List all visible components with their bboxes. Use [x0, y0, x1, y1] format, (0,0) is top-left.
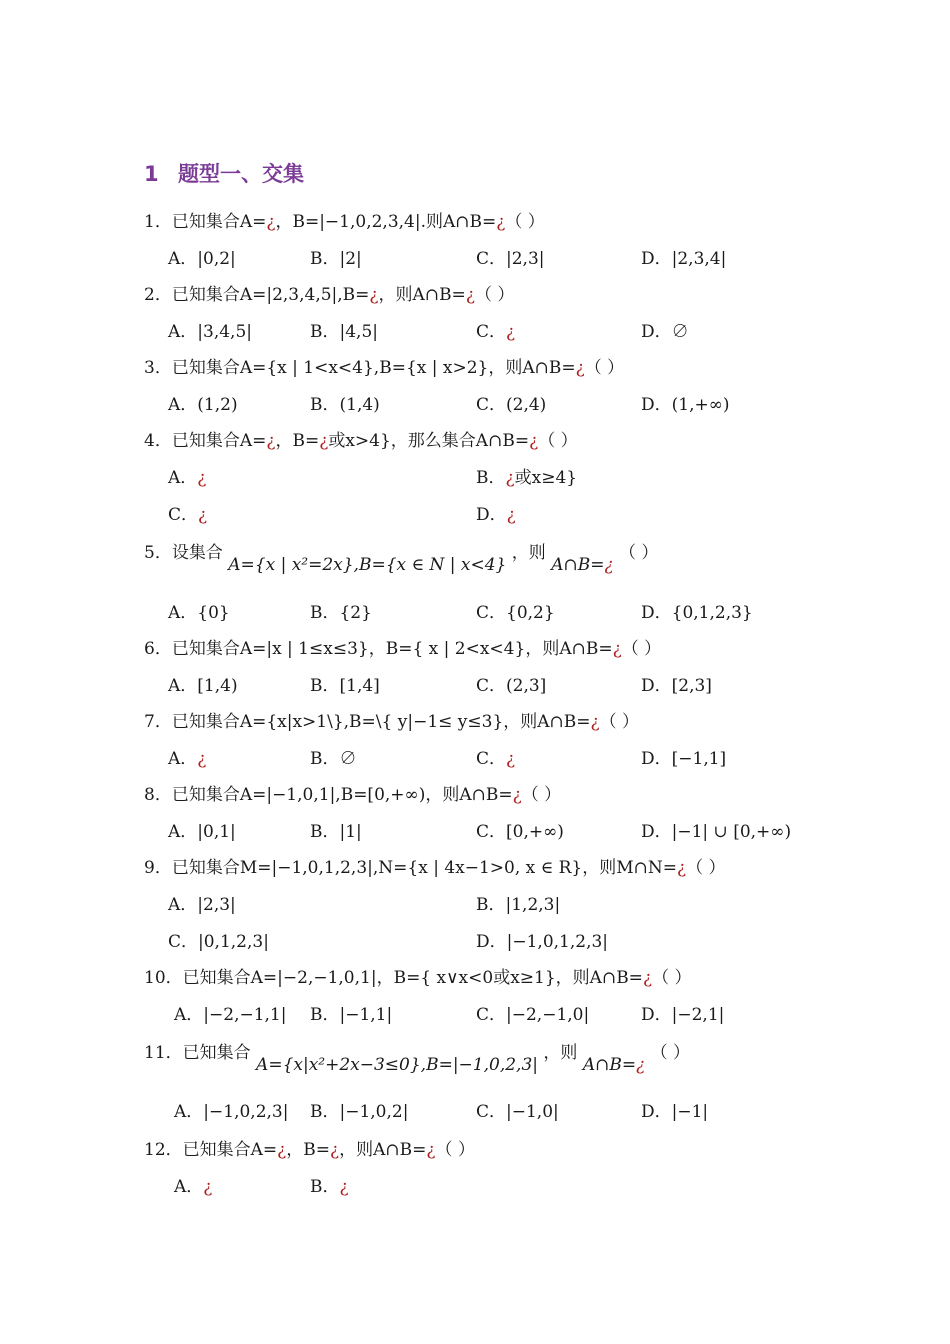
- q4-option-a: A．¿: [168, 468, 207, 488]
- q6-option-b: B．[1,4]: [310, 676, 380, 696]
- q10-option-b: B．|−1,1|: [310, 1005, 393, 1025]
- placeholder-glyph: ¿: [465, 285, 475, 305]
- section-title: 题型一、交集: [178, 162, 304, 186]
- question-3-stem: 3．已知集合A={x | 1<x<4},B={x | x>2}，则A∩B=¿（ ）: [144, 358, 625, 378]
- q10-option-d: D．|−2,1|: [641, 1005, 725, 1025]
- placeholder-glyph: ¿: [506, 322, 516, 342]
- placeholder-glyph: ¿: [277, 1140, 287, 1160]
- question-4-stem: 4．已知集合A=¿，B=¿或x>4}，那么集合A∩B=¿（ ）: [144, 431, 578, 451]
- q9-option-b: B．|1,2,3|: [476, 895, 561, 915]
- placeholder-glyph: ¿: [575, 358, 585, 378]
- q7-option-d: D．[−1,1]: [641, 749, 727, 769]
- placeholder-glyph: ¿: [266, 431, 276, 451]
- q5-option-d: D．{0,1,2,3}: [641, 603, 753, 623]
- question-1-stem: 1．已知集合A=¿，B=|−1,0,2,3,4|.则A∩B=¿（ ）: [144, 212, 545, 232]
- question-5-stem: [144, 542, 659, 575]
- q4-option-d: D．¿: [476, 505, 516, 525]
- q1-option-c: C．|2,3|: [476, 249, 545, 269]
- q11-stem-tail: A∩B=¿: [582, 1055, 646, 1075]
- placeholder-glyph: ¿: [506, 505, 516, 525]
- placeholder-glyph: ¿: [319, 431, 329, 451]
- q6-option-a: A．[1,4): [168, 676, 238, 696]
- q3-option-a: A．(1,2): [168, 395, 238, 415]
- question-2-stem: 2．已知集合A=|2,3,4,5|,B=¿，则A∩B=¿（ ）: [144, 285, 515, 305]
- q1-option-a: A．|0,2|: [168, 249, 236, 269]
- placeholder-glyph: ¿: [529, 431, 539, 451]
- q1-option-d: D．|2,3,4|: [641, 249, 727, 269]
- q11-option-a: A．|−1,0,2,3|: [174, 1102, 289, 1122]
- placeholder-glyph: ¿: [512, 785, 522, 805]
- q5-stem-prefix: 5．设集合: [144, 543, 223, 563]
- placeholder-glyph: ¿: [197, 749, 207, 769]
- q7-option-b: B．∅: [310, 749, 357, 769]
- q6-option-d: D．[2,3]: [641, 676, 712, 696]
- q4-option-c: C．¿: [168, 505, 208, 525]
- placeholder-glyph: ¿: [496, 212, 506, 232]
- q5-stem-formula: A={x | x²=2x},B={x ∈ N | x<4}: [228, 555, 507, 575]
- q9-option-a: A．|2,3|: [168, 895, 236, 915]
- q11-option-d: D．|−1|: [641, 1102, 709, 1122]
- question-9-stem: 9．已知集合M=|−1,0,1,2,3|,N={x | 4x−1>0, x ∈ R}，则M∩N=¿（ ）: [144, 858, 726, 878]
- q11-option-b: B．|−1,0,2|: [310, 1102, 409, 1122]
- q9-option-d: D．|−1,0,1,2,3|: [476, 932, 609, 952]
- placeholder-glyph: ¿: [677, 858, 687, 878]
- q5-option-a: A．{0}: [168, 603, 230, 623]
- q10-option-c: C．|−2,−1,0|: [476, 1005, 590, 1025]
- placeholder-glyph: ¿: [330, 1140, 340, 1160]
- q2-option-d: D．∅: [641, 322, 689, 342]
- q9-option-c: C．|0,1,2,3|: [168, 932, 269, 952]
- question-10-stem: 10．已知集合A=|−2,−1,0,1|，B={ x∨x<0或x≥1}，则A∩B=¿（ ）: [144, 968, 692, 988]
- placeholder-glyph: ¿: [266, 212, 276, 232]
- q12-option-b: B．¿: [310, 1177, 349, 1197]
- placeholder-glyph: ¿: [612, 639, 622, 659]
- q5-option-b: B．{2}: [310, 603, 372, 623]
- q7-option-a: A．¿: [168, 749, 207, 769]
- question-8-stem: 8．已知集合A=|−1,0,1|,B=[0,+∞)，则A∩B=¿（ ）: [144, 785, 562, 805]
- question-7-stem: 7．已知集合A={x|x>1\},B=\{ y|−1≤ y≤3}，则A∩B=¿（ ）: [144, 712, 640, 732]
- q1-option-b: B．|2|: [310, 249, 362, 269]
- q6-option-c: C．(2,3]: [476, 676, 547, 696]
- q11-stem-formula: A={x|x²+2x−3≤0},B=|−1,0,2,3|: [256, 1055, 538, 1075]
- question-6-stem: 6．已知集合A=|x | 1≤x≤3}，B={ x | 2<x<4}，则A∩B=¿（ ）: [144, 639, 662, 659]
- q2-option-a: A．|3,4,5|: [168, 322, 252, 342]
- q11-stem-prefix: 11．已知集合: [144, 1043, 251, 1063]
- placeholder-glyph: ¿: [369, 285, 379, 305]
- placeholder-glyph: ¿: [426, 1140, 436, 1160]
- placeholder-glyph: ¿: [636, 1055, 646, 1075]
- placeholder-glyph: ¿: [197, 468, 207, 488]
- q5-stem-mid: ，则: [511, 543, 546, 563]
- section-number: 1: [144, 162, 159, 186]
- q4-option-b: B．¿或x≥4}: [476, 468, 578, 488]
- q5-stem-paren: （ ）: [618, 543, 659, 563]
- q10-option-a: A．|−2,−1,1|: [174, 1005, 287, 1025]
- q7-option-c: C．¿: [476, 749, 516, 769]
- q8-option-c: C．[0,+∞): [476, 822, 564, 842]
- placeholder-glyph: ¿: [642, 968, 653, 988]
- q2-option-c: C．¿: [476, 322, 516, 342]
- section-heading: [144, 158, 304, 188]
- q11-option-c: C．|−1,0|: [476, 1102, 559, 1122]
- q12-option-a: A．¿: [174, 1177, 213, 1197]
- q8-option-b: B．|1|: [310, 822, 362, 842]
- question-11-stem: [144, 1042, 691, 1075]
- q5-option-c: C．{0,2}: [476, 603, 555, 623]
- q11-stem-paren: （ ）: [650, 1043, 691, 1063]
- q11-stem-mid: ，则: [543, 1043, 578, 1063]
- placeholder-glyph: ¿: [506, 749, 516, 769]
- placeholder-glyph: ¿: [604, 555, 614, 575]
- q8-option-a: A．|0,1|: [168, 822, 236, 842]
- q2-option-b: B．|4,5|: [310, 322, 378, 342]
- placeholder-glyph: ¿: [590, 712, 600, 732]
- q3-option-c: C．(2,4): [476, 395, 547, 415]
- placeholder-glyph: ¿: [505, 468, 515, 488]
- placeholder-glyph: ¿: [203, 1177, 213, 1197]
- q3-option-d: D．(1,+∞): [641, 395, 730, 415]
- placeholder-glyph: ¿: [339, 1177, 349, 1197]
- placeholder-glyph: ¿: [198, 505, 208, 525]
- question-12-stem: 12．已知集合A=¿，B=¿，则A∩B=¿（ ）: [144, 1140, 475, 1160]
- q5-stem-tail: A∩B=¿: [551, 555, 614, 575]
- q3-option-b: B．(1,4): [310, 395, 380, 415]
- q8-option-d: D．|−1| ∪ [0,+∞): [641, 822, 792, 842]
